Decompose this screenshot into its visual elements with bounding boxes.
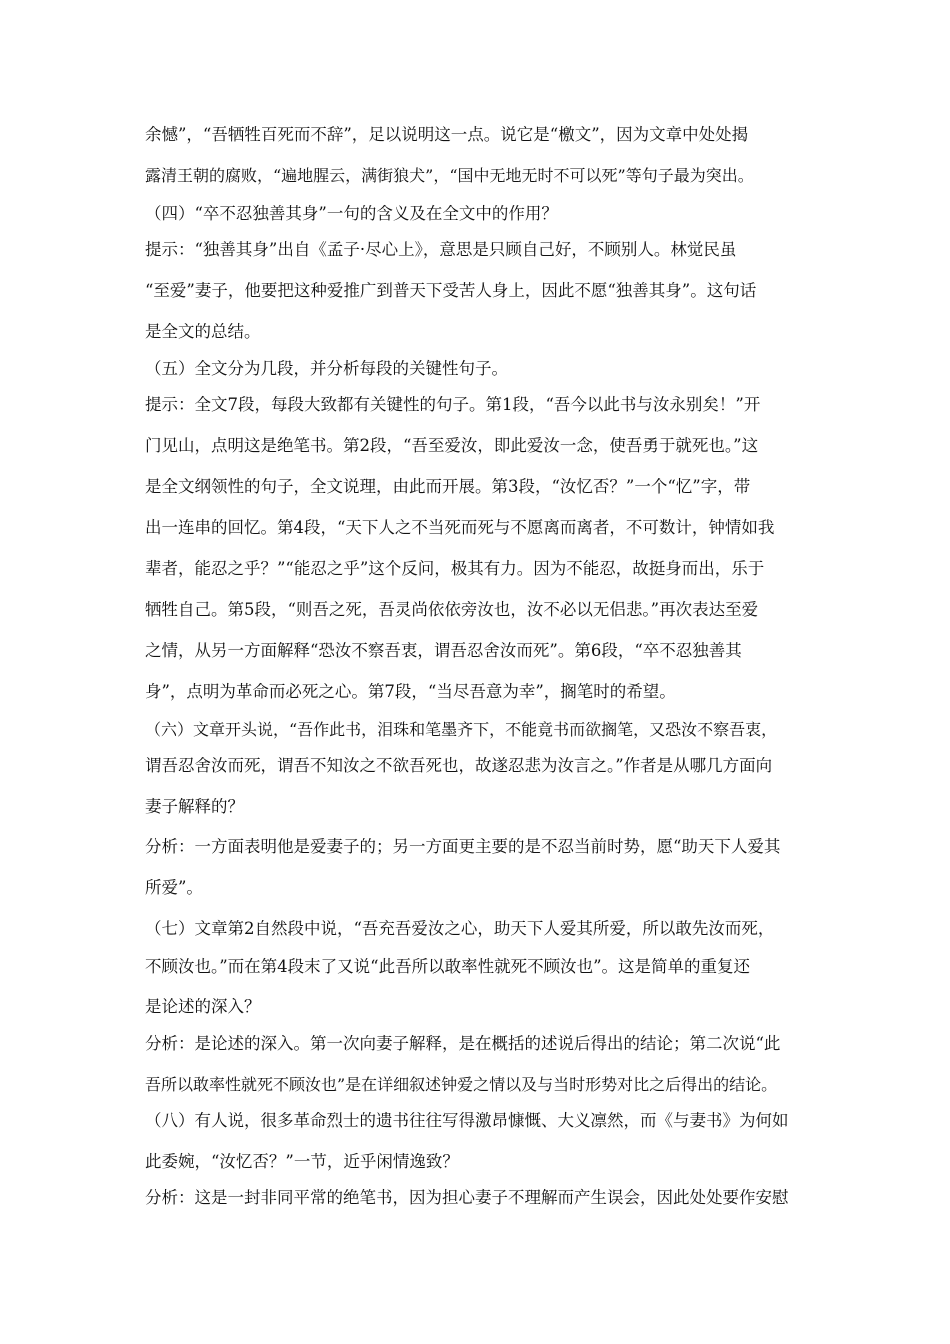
text-line: 之情，从另一方面解释“恐汝不察吾衷，谓吾忍舍汝而死”。第6段，“卒不忍独善其 — [145, 641, 742, 660]
text-line: 谓吾忍舍汝而死，谓吾不知汝之不欲吾死也，故遂忍悲为汝言之。”作者是从哪几方面向 — [145, 756, 773, 775]
question-heading: （八）有人说，很多革命烈士的遗书往往写得激昂慷慨、大义凛然，而《与妻书》为何如 — [145, 1111, 789, 1130]
text-line: 牺牲自己。第5段，“则吾之死，吾灵尚依依旁汝也，汝不必以无侣悲。”再次表达至爱 — [145, 600, 759, 619]
text-line: 不顾汝也。”而在第4段末了又说“此吾所以敢率性就死不顾汝也”。这是简单的重复还 — [145, 957, 751, 976]
text-line: 是论述的深入？ — [145, 997, 261, 1016]
text-line: 提示：全文7段，每段大致都有关键性的句子。第1段，“吾今以此书与汝永别矣！”开 — [145, 395, 761, 414]
text-line: 露清王朝的腐败，“遍地腥云，满街狼犬”，“国中无地无时不可以死”等句子最为突出。 — [145, 166, 754, 185]
text-line: “至爱”妻子，他要把这种爱推广到普天下受苦人身上，因此不愿“独善其身”。这句话 — [145, 281, 757, 300]
text-line: 门见山，点明这是绝笔书。第2段，“吾至爱汝，即此爱汝一念，使吾勇于就死也。”这 — [145, 436, 759, 455]
text-line: 出一连串的回忆。第4段，“天下人之不当死而死与不愿离而离者，不可数计，钟情如我 — [145, 518, 775, 537]
text-line: 分析：一方面表明他是爱妻子的；另一方面更主要的是不忍当前时势，愿“助天下人爱其 — [145, 837, 781, 856]
text-line: 分析：这是一封非同平常的绝笔书，因为担心妻子不理解而产生误会，因此处处要作安慰 — [145, 1188, 789, 1207]
text-line: 辈者，能忍之乎？”“能忍之乎”这个反问，极其有力。因为不能忍，故挺身而出，乐于 — [145, 559, 765, 578]
text-line: 此委婉，“汝忆否？”一节，近乎闲情逸致？ — [145, 1152, 459, 1171]
text-line: 身”，点明为革命而必死之心。第7段，“当尽吾意为幸”，搁笔时的希望。 — [145, 682, 676, 701]
text-line: 妻子解释的？ — [145, 797, 244, 816]
question-heading: （六）文章开头说，“吾作此书，泪珠和笔墨齐下，不能竟书而欲搁笔，又恐汝不察吾衷， — [145, 720, 778, 739]
text-line: 余憾”，“吾牺牲百死而不辞”，足以说明这一点。说它是“檄文”，因为文章中处处揭 — [145, 125, 749, 144]
text-line: 吾所以敢率性就死不顾汝也”是在详细叙述钟爱之情以及与当时形势对比之后得出的结论。 — [145, 1075, 778, 1094]
text-line: 是全文纲领性的句子，全文说理，由此而开展。第3段，“汝忆否？”一个“忆”字，带 — [145, 477, 751, 496]
question-heading: （七）文章第2自然段中说，“吾充吾爱汝之心，助天下人爱其所爱，所以敢先汝而死， — [145, 919, 775, 938]
text-line: 所爱”。 — [145, 878, 203, 897]
text-line: 分析：是论述的深入。第一次向妻子解释，是在概括的述说后得出的结论；第二次说“此 — [145, 1034, 781, 1053]
text-line: 是全文的总结。 — [145, 322, 261, 341]
question-heading: （四）“卒不忍独善其身”一句的含义及在全文中的作用？ — [145, 204, 558, 223]
text-line: 提示：“独善其身”出自《孟子·尽心上》，意思是只顾自己好，不顾别人。林觉民虽 — [145, 240, 737, 259]
question-heading: （五）全文分为几段，并分析每段的关键性句子。 — [145, 359, 508, 378]
